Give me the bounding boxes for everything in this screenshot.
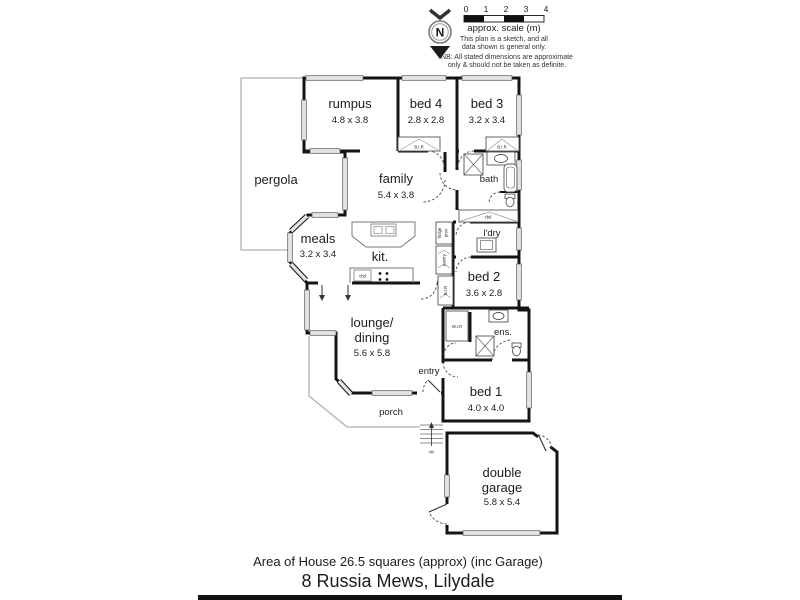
wir-label: W.I.R	[451, 324, 463, 329]
kitchen-label: kit.	[371, 249, 389, 264]
kitchen-island	[352, 222, 415, 247]
rumpus-label: rumpus	[328, 96, 372, 111]
lounge-label-line2: dining	[354, 330, 390, 345]
lounge-label-line1: lounge/	[350, 315, 394, 330]
disclaimer-line-1: NB: All stated dimensions are approximate	[441, 54, 573, 61]
family-label: family	[379, 171, 413, 186]
footer-bar	[198, 595, 622, 600]
meals-dims: 3.2 x 3.4	[299, 249, 337, 260]
bed3-label: bed 3	[470, 96, 504, 111]
scale-tick-3: 3	[523, 4, 529, 14]
laundry-trough	[477, 238, 496, 252]
bed1-dims: 4.0 x 4.0	[467, 403, 505, 414]
pergola-label: pergola	[254, 172, 298, 187]
bed4-dims: 2.8 x 2.8	[407, 115, 445, 126]
bed2-bir-label: B.I.R	[443, 285, 448, 296]
address-title: 8 Russia Mews, Lilydale	[301, 571, 495, 591]
bed4-label: bed 4	[409, 96, 443, 111]
plan-disclaimer	[441, 36, 573, 69]
garage-label-line1: double	[482, 465, 522, 480]
disclaimer-line-2: only & should not be taken as definite.	[447, 62, 567, 69]
bed2-label: bed 2	[467, 269, 501, 284]
footer	[198, 554, 622, 600]
compass-letter: N	[435, 25, 445, 40]
north-compass-icon	[429, 10, 451, 59]
stairs	[420, 422, 443, 446]
pantry-label: pantry	[441, 254, 447, 266]
bed3-bir-label: B.I.R	[497, 144, 507, 150]
scale-label: approx. scale (m)	[467, 23, 541, 34]
entry-label: entry	[418, 366, 440, 377]
bed1-label: bed 1	[469, 384, 503, 399]
laundry-label: l'dry	[483, 228, 501, 239]
ensuite-label: ens.	[494, 327, 512, 338]
scale-tick-1: 1	[483, 4, 489, 14]
fridge-label-line2: prov	[443, 228, 449, 238]
bed2-dims: 3.6 x 2.8	[465, 288, 503, 299]
lounge-dims: 5.6 x 5.8	[353, 348, 391, 359]
kitchen-cbd-label: cbd	[359, 273, 366, 279]
garage-label-line2: garage	[481, 480, 523, 495]
note-line-2: data shown is general only.	[461, 44, 547, 51]
porch-label: porch	[379, 407, 403, 418]
bed3-dims: 3.2 x 3.4	[468, 115, 506, 126]
stairs-up-label: up	[429, 449, 434, 454]
rumpus-dims: 4.8 x 3.8	[331, 115, 369, 126]
fridge-label-line1: fridge	[437, 227, 442, 239]
scale-tick-0: 0	[463, 4, 469, 14]
area-note: Area of House 26.5 squares (approx) (inc Garage)	[253, 554, 543, 569]
hall-cbd-label: cbd	[484, 214, 492, 220]
bath-label: bath	[479, 174, 499, 185]
meals-label: meals	[300, 231, 336, 246]
scale-tick-2: 2	[503, 4, 509, 14]
scale-bar	[464, 4, 549, 34]
garage-dims: 5.8 x 5.4	[483, 497, 521, 508]
note-line-1: This plan is a sketch, and all	[460, 36, 548, 43]
bed4-bir-label: B.I.R	[414, 144, 424, 150]
family-dims: 5.4 x 3.8	[377, 190, 415, 201]
scale-tick-4: 4	[543, 4, 549, 14]
